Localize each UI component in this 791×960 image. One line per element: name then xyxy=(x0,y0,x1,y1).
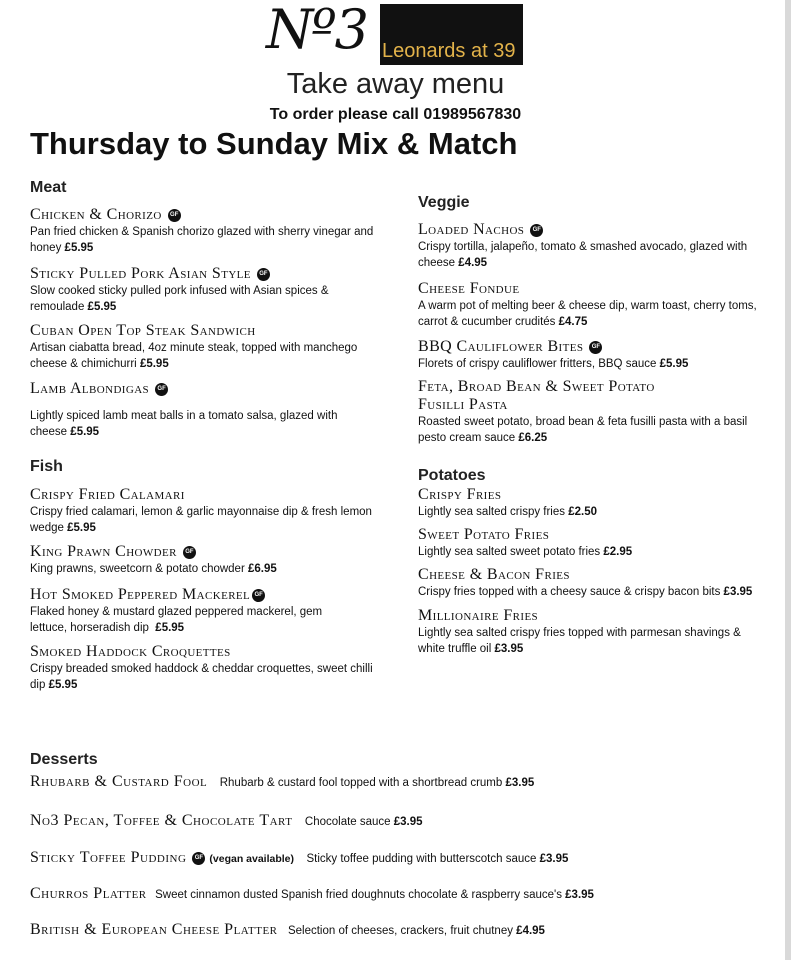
item-name: Millionaire Fries xyxy=(418,607,539,624)
item-name: Feta, Broad Bean & Sweet Potato xyxy=(418,378,655,395)
menu-item xyxy=(30,543,375,577)
item-description: Florets of crispy cauliflower fritters, BBQ sauce xyxy=(418,358,657,370)
menu-item xyxy=(30,322,370,372)
headline: Thursday to Sunday Mix & Match xyxy=(30,126,518,161)
item-description: Lightly sea salted crispy fries topped with parmesan shavings & white truffle oil xyxy=(418,627,741,655)
item-price: £5.95 xyxy=(70,426,100,438)
section-heading-veggie: Veggie xyxy=(418,194,470,211)
item-price: £3.95 xyxy=(393,816,423,828)
item-price: £5.95 xyxy=(64,242,94,254)
menu-item xyxy=(418,378,763,446)
gluten-free-icon: GF xyxy=(589,341,602,354)
item-price: £5.95 xyxy=(155,622,185,634)
item-name: Hot Smoked Peppered Mackerel xyxy=(30,586,251,603)
item-description: Lightly sea salted sweet potato fries xyxy=(418,546,601,558)
item-name: Crispy Fried Calamari xyxy=(30,486,185,503)
item-name-line-2: Fusilli Pasta xyxy=(418,396,508,413)
item-name: Crispy Fries xyxy=(418,486,502,503)
item-name: Sweet Potato Fries xyxy=(418,526,550,543)
item-price: £5.95 xyxy=(659,358,689,370)
section-heading-fish: Fish xyxy=(30,458,63,475)
item-description: Roasted sweet potato, broad bean & feta fusilli pasta with a basil pesto cream sauce xyxy=(418,416,748,444)
item-name: Smoked Haddock Croquettes xyxy=(30,643,231,660)
item-name: King Prawn Chowder xyxy=(30,543,177,560)
menu-item xyxy=(418,338,763,372)
gluten-free-icon: GF xyxy=(252,589,265,602)
item-description: Sticky toffee pudding with butterscotch sauce xyxy=(306,853,537,865)
item-description: Crispy fries topped with a cheesy sauce & crispy bacon bits xyxy=(418,586,721,598)
item-description: A warm pot of melting beer & cheese dip, warm toast, cherry toms, carrot & cucumber crudités xyxy=(418,300,757,328)
item-description: Lightly spiced lamb meat balls in a tomato salsa, glazed with cheese xyxy=(30,410,338,438)
item-description: Lightly sea salted crispy fries xyxy=(418,506,566,518)
dessert-item xyxy=(30,921,545,939)
item-price: £6.95 xyxy=(248,563,277,575)
item-price: £3.95 xyxy=(565,889,594,901)
item-description: Selection of cheeses, crackers, fruit chutney xyxy=(287,925,513,937)
order-phone: To order please call 01989567830 xyxy=(269,106,522,123)
menu-item xyxy=(418,221,758,271)
item-price: £4.75 xyxy=(558,316,588,328)
item-price: £5.95 xyxy=(139,358,169,370)
section-heading-meat: Meat xyxy=(30,179,67,196)
item-price: £3.95 xyxy=(723,586,753,598)
vegan-note: (vegan available) xyxy=(209,853,295,865)
item-name: No3 Pecan, Toffee & Chocolate Tart xyxy=(30,812,293,829)
item-name: Sticky Toffee Pudding xyxy=(30,849,187,866)
menu-item xyxy=(418,280,763,330)
item-description: Slow cooked sticky pulled pork infused with Asian spices & remoulade xyxy=(30,285,329,313)
item-name: Rhubarb & Custard Fool xyxy=(30,773,208,790)
menu-item xyxy=(30,643,375,693)
menu-item xyxy=(30,380,350,440)
item-description: Flaked honey & mustard glazed peppered mackerel, gem lettuce, horseradish dip xyxy=(30,606,323,634)
item-name: Loaded Nachos xyxy=(418,221,525,238)
menu-item xyxy=(418,486,763,520)
item-price: £3.95 xyxy=(539,853,569,865)
item-description: Crispy tortilla, jalapeño, tomato & smashed avocado, glazed with cheese xyxy=(418,241,748,269)
item-name: Churros Platter xyxy=(30,885,147,902)
section-heading-desserts: Desserts xyxy=(30,751,98,768)
item-description: Pan fried chicken & Spanish chorizo glazed with sherry vinegar and honey xyxy=(30,226,374,254)
item-price: £3.95 xyxy=(494,643,524,655)
gluten-free-icon: GF xyxy=(155,383,168,396)
item-price: £4.95 xyxy=(516,925,545,937)
item-price: £6.25 xyxy=(518,432,548,444)
item-name: Sticky Pulled Pork Asian Style xyxy=(30,265,251,282)
dessert-item xyxy=(30,812,423,830)
item-description: Crispy breaded smoked haddock & cheddar croquettes, sweet chilli dip xyxy=(30,663,373,691)
page-edge xyxy=(785,0,791,960)
gluten-free-icon: GF xyxy=(192,852,205,865)
logo-number: Nº3 xyxy=(266,0,367,61)
item-description: Chocolate sauce xyxy=(304,816,391,828)
item-price: £2.50 xyxy=(568,506,597,518)
item-price: £5.95 xyxy=(48,679,78,691)
item-name: Chicken & Chorizo xyxy=(30,206,162,223)
menu-title: Take away menu xyxy=(286,68,505,100)
gluten-free-icon: GF xyxy=(168,209,181,222)
item-description: Rhubarb & custard fool topped with a shortbread crumb xyxy=(219,777,503,789)
gluten-free-icon: GF xyxy=(257,268,270,281)
item-name: BBQ Cauliflower Bites xyxy=(418,338,584,355)
item-name: Cheese & Bacon Fries xyxy=(418,566,570,583)
item-price: £5.95 xyxy=(67,522,96,534)
item-name: British & European Cheese Platter xyxy=(30,921,278,938)
item-name: Cuban Open Top Steak Sandwich xyxy=(30,322,256,339)
menu-item xyxy=(418,566,778,600)
item-description: Crispy fried calamari, lemon & garlic mayonnaise dip & fresh lemon wedge xyxy=(30,506,372,534)
logo-subtitle: Leonards at 39 xyxy=(382,40,516,62)
logo xyxy=(262,2,524,66)
item-description: King prawns, sweetcorn & potato chowder xyxy=(30,563,245,575)
item-name: Cheese Fondue xyxy=(418,280,520,297)
item-price: £5.95 xyxy=(87,301,117,313)
item-price: £3.95 xyxy=(505,777,535,789)
item-price: £2.95 xyxy=(603,546,633,558)
item-price: £4.95 xyxy=(458,257,488,269)
item-name: Lamb Albondigas xyxy=(30,380,150,397)
item-description: Sweet cinnamon dusted Spanish fried doughnuts chocolate & raspberry sauce's xyxy=(155,889,562,901)
dessert-item xyxy=(30,773,534,791)
dessert-item xyxy=(30,849,568,867)
menu-item xyxy=(30,206,380,256)
menu-item xyxy=(30,586,360,636)
menu-item xyxy=(30,265,350,315)
menu-item xyxy=(418,607,753,657)
section-heading-potatoes: Potatoes xyxy=(418,467,486,484)
dessert-item xyxy=(30,885,594,903)
menu-item xyxy=(30,486,375,536)
gluten-free-icon: GF xyxy=(183,546,196,559)
item-description: Artisan ciabatta bread, 4oz minute steak, topped with manchego cheese & chimichurri xyxy=(30,342,358,370)
gluten-free-icon: GF xyxy=(530,224,543,237)
menu-item xyxy=(418,526,763,560)
